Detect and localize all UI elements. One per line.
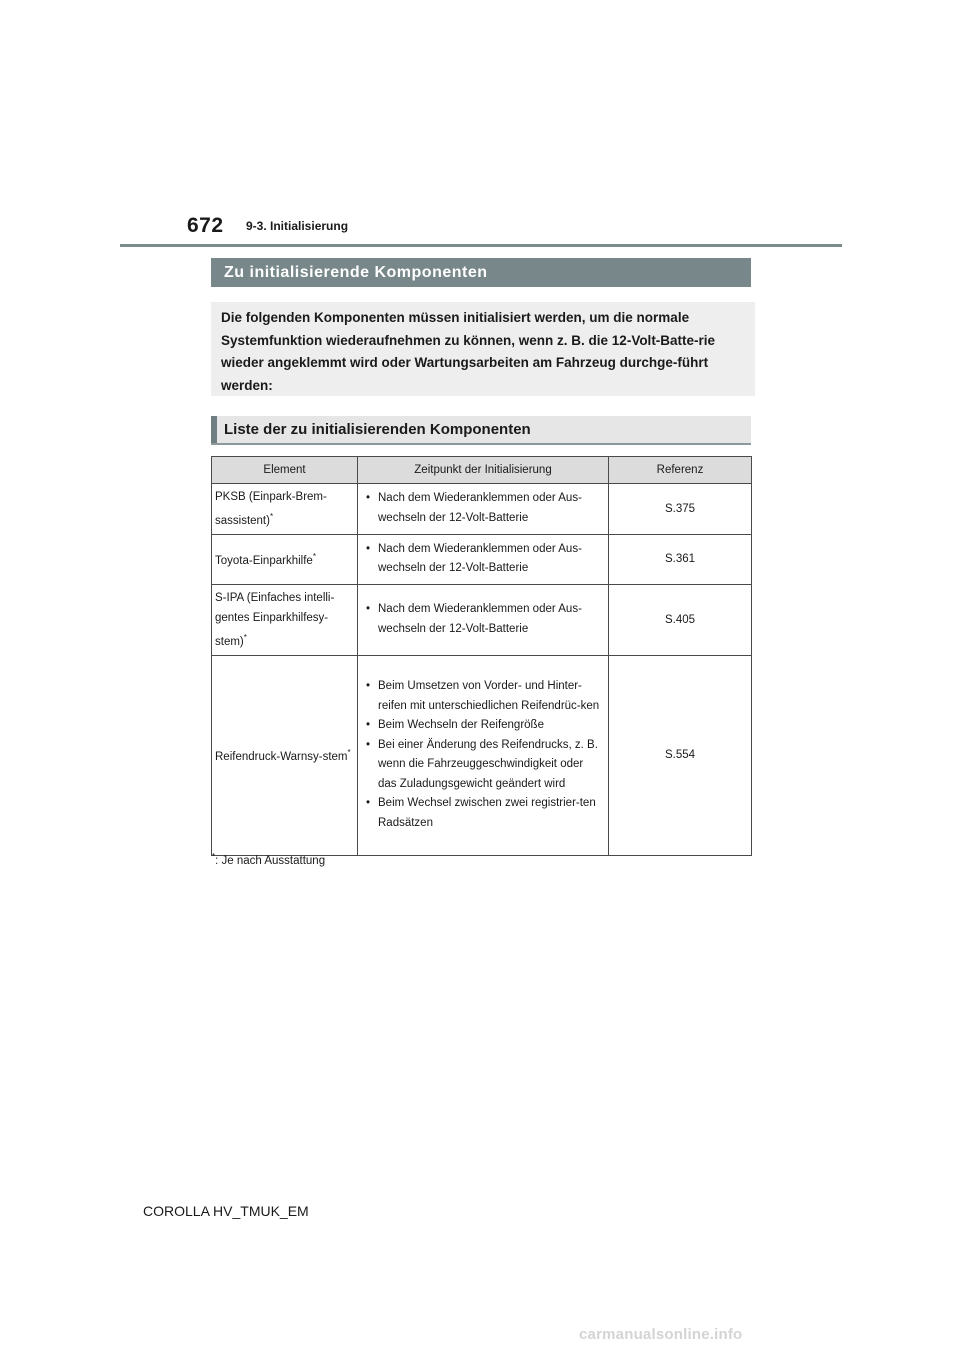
components-table — [211, 456, 752, 856]
column-header-zeitpunkt: Zeitpunkt der Initialisierung — [358, 457, 609, 484]
model-code: COROLLA HV_TMUK_EM — [143, 1203, 309, 1219]
heading-accent-bar — [211, 416, 217, 443]
cell-zeitpunkt — [358, 655, 609, 855]
element-name: Reifendruck-Warnsy-stem — [215, 751, 348, 764]
footnote-text: : Je nach Ausstattung — [215, 854, 326, 867]
footnote — [212, 852, 325, 867]
column-header-element: Element — [212, 457, 358, 484]
watermark: carmanualsonline.info — [579, 1326, 743, 1343]
table-row — [212, 655, 752, 855]
cell-element — [212, 534, 358, 584]
footnote-marker: * — [347, 748, 351, 758]
list-item: • Bei einer Änderung des Reifendrucks, z. B. wenn die Fahrzeuggeschwindigkeit oder das Zuladungsgewicht geändert wird — [362, 736, 604, 795]
footnote-marker: * — [212, 852, 216, 861]
list-item: • Nach dem Wiederanklemmen oder Aus-wechseln der 12-Volt-Batterie — [362, 489, 604, 528]
cell-zeitpunkt — [358, 584, 609, 655]
list-item: • Nach dem Wiederanklemmen oder Aus-wechseln der 12-Volt-Batterie — [362, 540, 604, 579]
section-banner: Zu initialisierende Komponenten — [211, 258, 751, 287]
element-name: PKSB (Einpark-Brem-sassistent) — [215, 491, 327, 527]
cell-zeitpunkt — [358, 534, 609, 584]
list-heading-text: Liste der zu initialisierenden Komponenten — [224, 421, 531, 438]
intro-text: Die folgenden Komponenten müssen initialisiert werden, um die normale Systemfunktion wiederaufnehmen zu können, wenn z. B. die 12-Volt-Batte-rie wieder angeklemmt wird oder Wartungsarbeiten am Fahrzeug durchge-führt werden: — [221, 310, 716, 393]
cell-referenz: S.405 — [609, 584, 752, 655]
cell-referenz: S.361 — [609, 534, 752, 584]
element-name: Toyota-Einparkhilfe — [215, 555, 313, 568]
cell-referenz: S.554 — [609, 655, 752, 855]
footnote-marker: * — [269, 512, 274, 521]
table-header-row — [212, 457, 752, 484]
cell-element — [212, 655, 358, 855]
element-name: S-IPA (Einfaches intelli-gentes Einparkhilfesy-stem) — [215, 591, 335, 648]
table-row — [212, 484, 752, 535]
page-number: 672 — [187, 214, 224, 237]
cell-element — [212, 484, 358, 535]
section-label: 9-3. Initialisierung — [246, 219, 349, 233]
footnote-marker: * — [312, 552, 316, 562]
intro-box — [211, 302, 755, 396]
list-heading — [211, 416, 751, 445]
table-row — [212, 584, 752, 655]
list-item: • Nach dem Wiederanklemmen oder Aus-wechseln der 12-Volt-Batterie — [362, 600, 604, 639]
list-item: • Beim Umsetzen von Vorder- und Hinter-reifen mit unterschiedlichen Reifendrüc-ken — [362, 677, 604, 716]
cell-element — [212, 584, 358, 655]
table-row — [212, 534, 752, 584]
column-header-referenz: Referenz — [609, 457, 752, 484]
cell-referenz: S.375 — [609, 484, 752, 535]
header-rule — [120, 244, 842, 247]
cell-zeitpunkt — [358, 484, 609, 535]
list-item: • Beim Wechseln der Reifengröße — [362, 716, 604, 736]
footnote-marker: * — [243, 632, 247, 642]
list-item: • Beim Wechsel zwischen zwei registrier-ten Radsätzen — [362, 794, 604, 833]
